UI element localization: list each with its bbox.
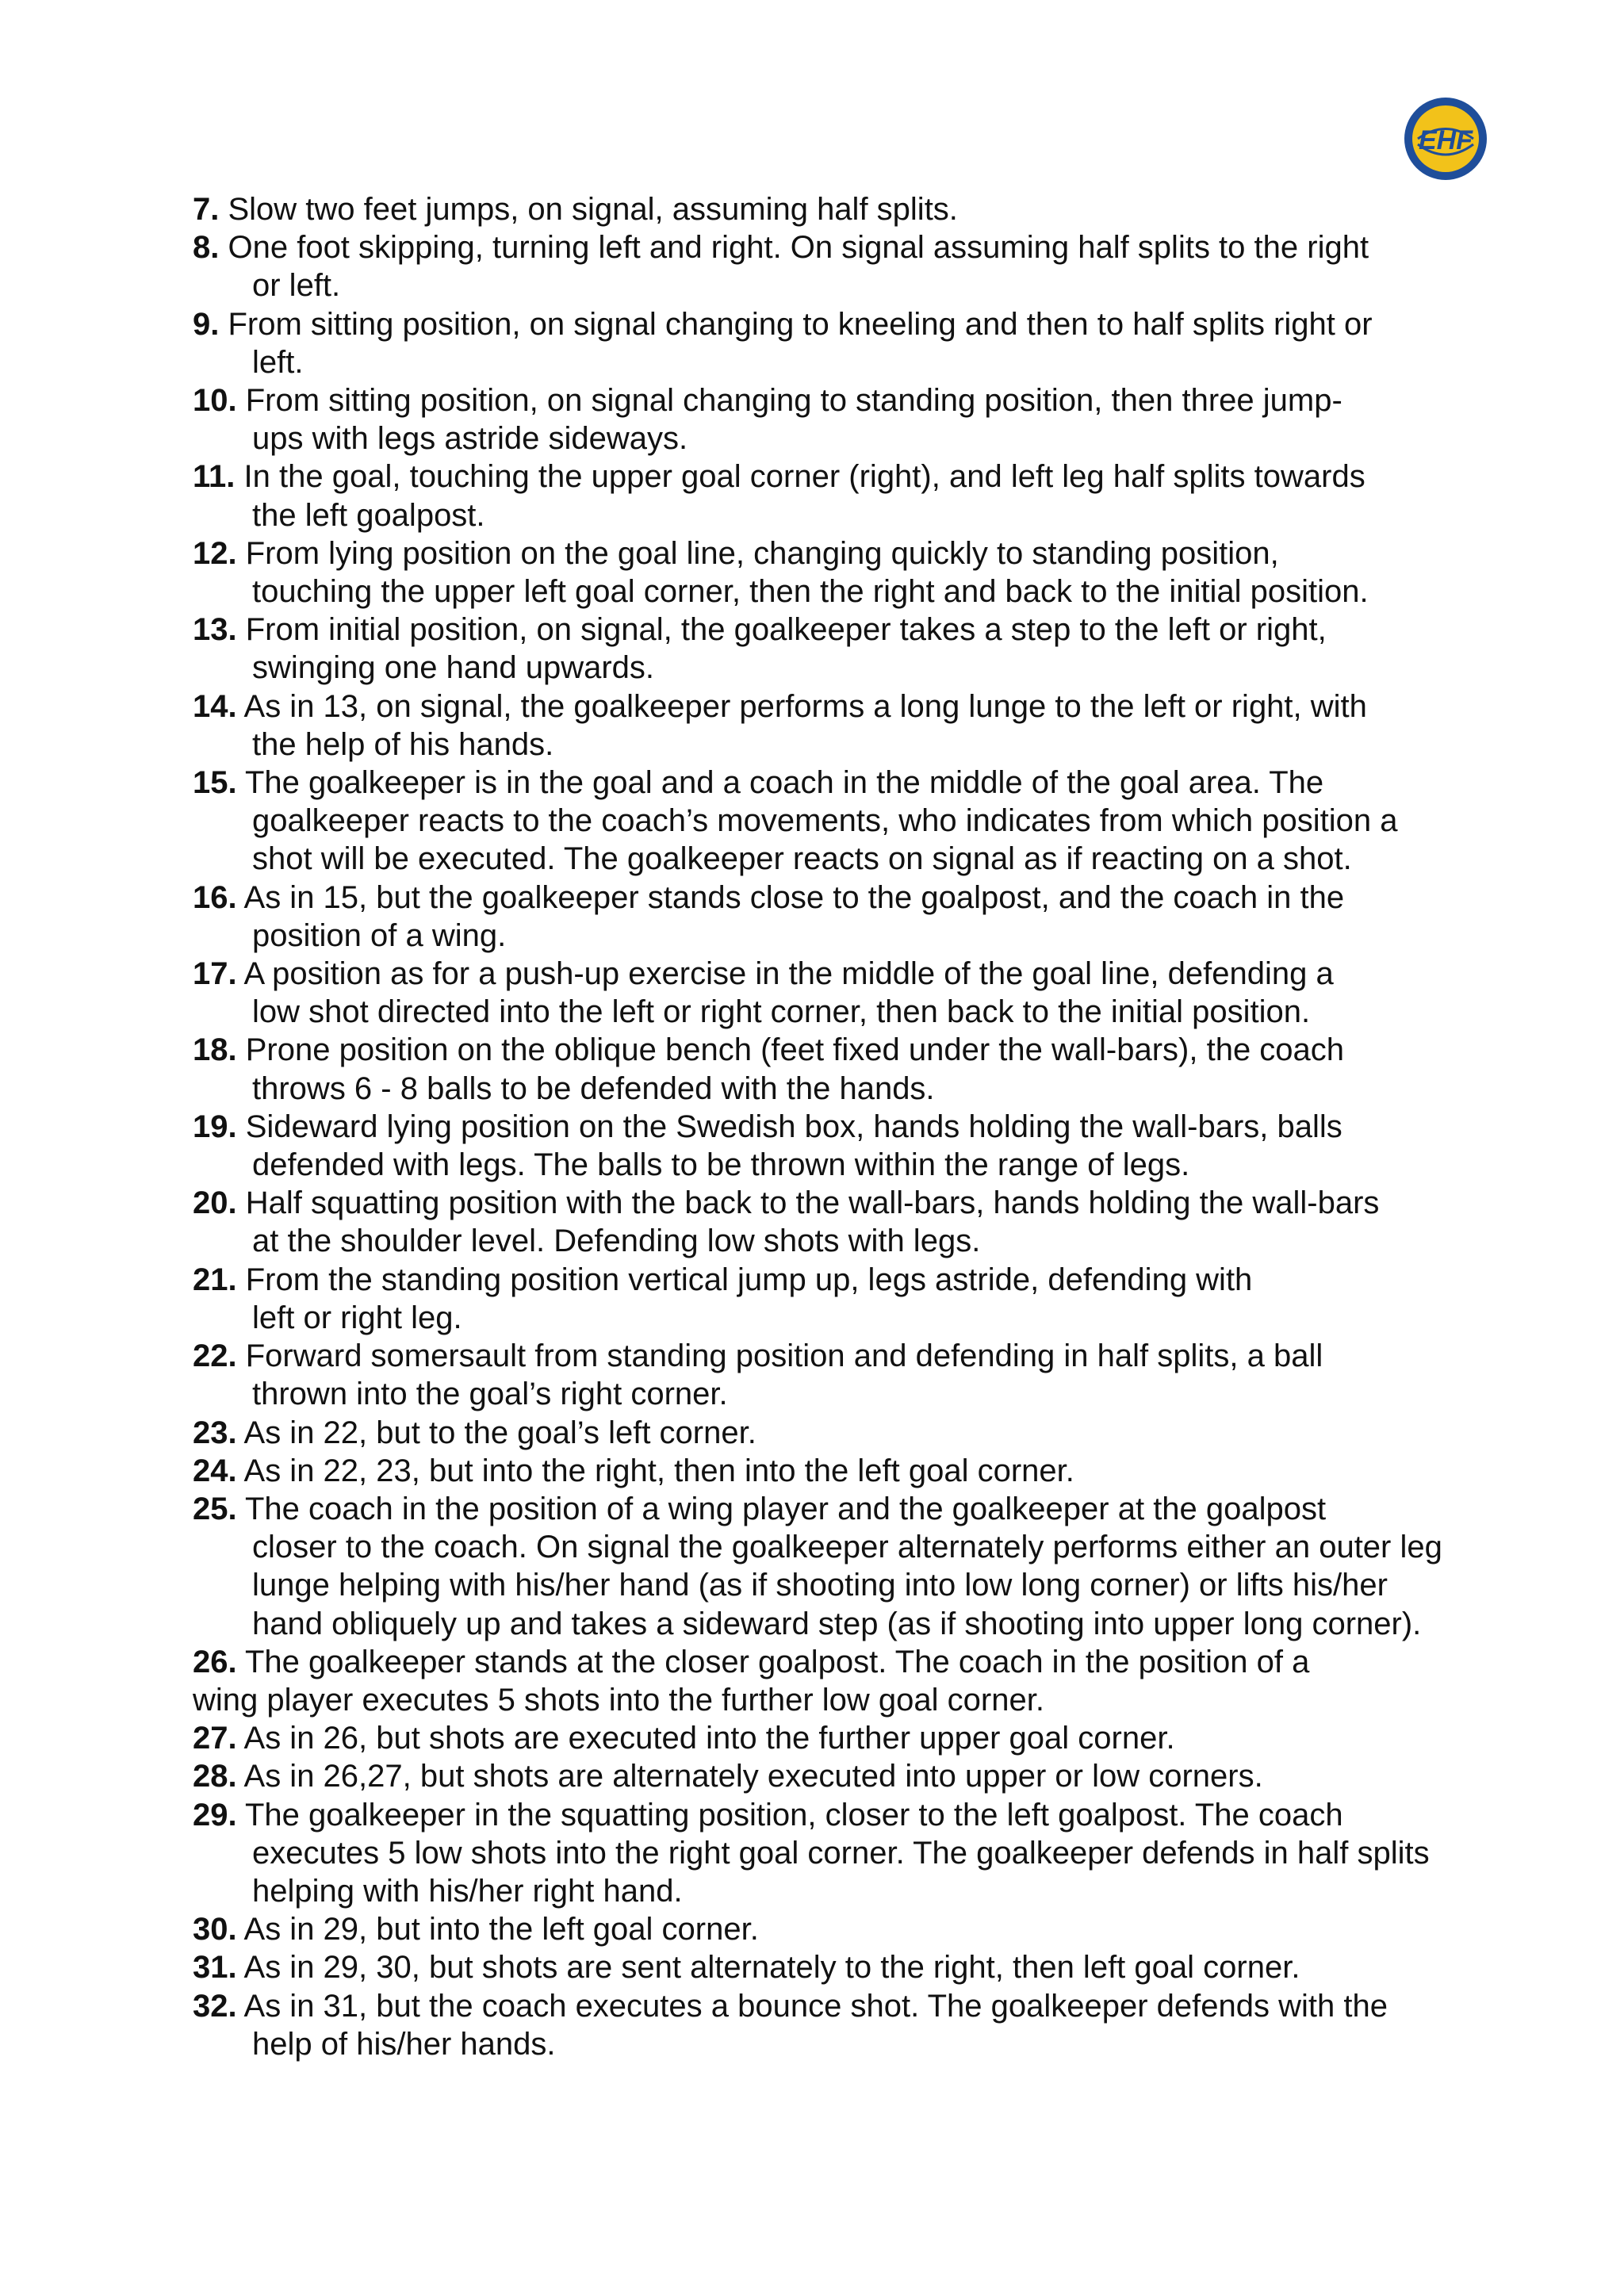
exercise-text: Prone position on the oblique bench (feet fixed under the wall-bars), the coach: [245, 1032, 1345, 1068]
exercise-continuation: ups with legs astride sideways.: [252, 421, 688, 457]
exercise-item: [193, 687, 1461, 764]
exercise-first-line: [193, 1987, 1461, 2025]
exercise-first-line: [193, 458, 1461, 496]
exercise-first-line: [193, 1337, 1461, 1375]
exercise-continuation: the left goalpost.: [252, 497, 485, 533]
exercise-item: [193, 228, 1461, 304]
exercise-text: The goalkeeper is in the goal and a coach in the middle of the goal area. The: [245, 765, 1324, 801]
exercise-continuation: left.: [252, 344, 304, 380]
exercise-text: As in 26, but shots are executed into the further upper goal corner.: [243, 1721, 1175, 1756]
exercise-first-line: [193, 1643, 1461, 1681]
exercise-text: As in 31, but the coach executes a bounce shot. The goalkeeper defends with the: [243, 1988, 1388, 2024]
exercise-number: 30.: [193, 1912, 237, 1947]
exercise-text: The goalkeeper in the squatting position, closer to the left goalpost. The coach: [245, 1797, 1343, 1833]
exercise-item: [193, 1031, 1461, 1107]
exercise-number: 11.: [193, 459, 236, 495]
exercise-first-line: [193, 381, 1461, 419]
exercise-number: 8.: [193, 230, 220, 266]
exercise-text: As in 15, but the goalkeeper stands close to the goalpost, and the coach in the: [243, 879, 1345, 915]
exercise-number: 13.: [193, 612, 237, 648]
exercise-first-line: [193, 1757, 1461, 1795]
exercise-item: [193, 1719, 1461, 1757]
exercise-text: As in 29, but into the left goal corner.: [243, 1912, 759, 1947]
exercise-first-line: [193, 1910, 1461, 1948]
exercise-item: [193, 534, 1461, 611]
exercise-text: As in 26,27, but shots are alternately executed into upper or low corners.: [243, 1759, 1263, 1794]
exercise-first-line: [193, 1490, 1461, 1528]
exercise-continuation: wing player executes 5 shots into the further low goal corner.: [193, 1682, 1044, 1718]
exercise-number: 15.: [193, 765, 237, 801]
svg-text:EHF: EHF: [1419, 125, 1473, 155]
exercise-number: 9.: [193, 306, 220, 342]
exercise-continuation: closer to the coach. On signal the goalkeeper alternately performs either an outer leg lunge helping with his/her hand (as if shooting into low long corner) or lifts his/her hand obliquely up and takes a sideward step (as if shooting into upper long corner).: [252, 1530, 1442, 1641]
ehf-logo-icon: [1402, 95, 1489, 182]
exercise-item: [193, 1796, 1461, 1911]
exercise-continuation: the help of his hands.: [252, 726, 554, 762]
exercise-number: 25.: [193, 1491, 237, 1526]
exercise-list: [193, 190, 1461, 2063]
exercise-continuation: at the shoulder level. Defending low shots with legs.: [252, 1224, 981, 1259]
exercise-number: 23.: [193, 1415, 237, 1450]
exercise-first-line: [193, 190, 1461, 228]
ehf-logo: [1402, 95, 1489, 182]
exercise-item: [193, 1643, 1461, 1719]
exercise-first-line: [193, 611, 1461, 649]
exercise-text: As in 29, 30, but shots are sent alternately to the right, then left goal corner.: [243, 1950, 1300, 1986]
exercise-number: 7.: [193, 192, 220, 227]
exercise-text: From lying position on the goal line, changing quickly to standing position,: [245, 535, 1279, 571]
exercise-number: 16.: [193, 879, 237, 915]
exercise-continuation: or left.: [252, 268, 341, 304]
exercise-number: 29.: [193, 1797, 237, 1833]
exercise-continuation: swinging one hand upwards.: [252, 650, 655, 686]
exercise-first-line: [193, 955, 1461, 993]
exercise-first-line: [193, 764, 1461, 802]
exercise-number: 21.: [193, 1262, 237, 1297]
exercise-text: A position as for a push-up exercise in the middle of the goal line, defending a: [243, 956, 1334, 992]
exercise-first-line: [193, 1031, 1461, 1069]
exercise-continuation: low shot directed into the left or right corner, then back to the initial position.: [252, 994, 1311, 1030]
exercise-first-line: [193, 687, 1461, 726]
exercise-text: As in 22, 23, but into the right, then into the left goal corner.: [243, 1453, 1074, 1488]
exercise-number: 12.: [193, 535, 237, 571]
exercise-first-line: [193, 305, 1461, 343]
exercise-item: [193, 1987, 1461, 2063]
exercise-first-line: [193, 1452, 1461, 1490]
exercise-continuation: thrown into the goal’s right corner.: [252, 1377, 728, 1412]
exercise-first-line: [193, 534, 1461, 573]
exercise-text: As in 13, on signal, the goalkeeper performs a long lunge to the left or right, with: [243, 688, 1367, 724]
exercise-item: [193, 305, 1461, 381]
exercise-item: [193, 381, 1461, 458]
exercise-text: One foot skipping, turning left and right. On signal assuming half splits to the right: [228, 230, 1369, 266]
exercise-first-line: [193, 1184, 1461, 1222]
exercise-continuation: throws 6 - 8 balls to be defended with the hands.: [252, 1070, 935, 1106]
exercise-number: 32.: [193, 1988, 237, 2024]
exercise-text: From the standing position vertical jump up, legs astride, defending with: [245, 1262, 1253, 1297]
exercise-first-line: [193, 1261, 1461, 1299]
exercise-text: As in 22, but to the goal’s left corner.: [243, 1415, 756, 1450]
exercise-number: 14.: [193, 688, 237, 724]
exercise-item: [193, 611, 1461, 687]
exercise-text: Slow two feet jumps, on signal, assuming half splits.: [228, 192, 958, 227]
exercise-text: From sitting position, on signal changing to kneeling and then to half splits right or: [228, 306, 1373, 342]
exercise-item: [193, 1414, 1461, 1452]
exercise-text: The goalkeeper stands at the closer goalpost. The coach in the position of a: [245, 1644, 1310, 1679]
exercise-number: 10.: [193, 383, 237, 419]
exercise-first-line: [193, 1108, 1461, 1146]
exercise-item: [193, 879, 1461, 955]
exercise-first-line: [193, 1719, 1461, 1757]
exercise-text: Half squatting position with the back to the wall-bars, hands holding the wall-bars: [245, 1185, 1380, 1221]
exercise-continuation: defended with legs. The balls to be thrown within the range of legs.: [252, 1147, 1190, 1183]
exercise-first-line: [193, 1414, 1461, 1452]
exercise-text: The coach in the position of a wing player and the goalkeeper at the goalpost: [245, 1491, 1327, 1526]
exercise-item: [193, 458, 1461, 534]
exercise-item: [193, 1108, 1461, 1184]
exercise-continuation: help of his/her hands.: [252, 2026, 556, 2062]
exercise-text: Forward somersault from standing position and defending in half splits, a ball: [245, 1338, 1323, 1374]
exercise-number: 17.: [193, 956, 237, 992]
exercise-text: From sitting position, on signal changing to standing position, then three jump-: [245, 383, 1342, 419]
exercise-item: [193, 1337, 1461, 1413]
exercise-item: [193, 1184, 1461, 1260]
exercise-continuation: left or right leg.: [252, 1300, 462, 1335]
exercise-number: 24.: [193, 1453, 237, 1488]
exercise-item: [193, 1261, 1461, 1337]
exercise-item: [193, 1757, 1461, 1795]
exercise-item: [193, 1948, 1461, 1986]
exercise-text: From initial position, on signal, the goalkeeper takes a step to the left or right,: [245, 612, 1327, 648]
exercise-number: 18.: [193, 1032, 237, 1068]
exercise-item: [193, 955, 1461, 1031]
exercise-item: [193, 1910, 1461, 1948]
exercise-number: 26.: [193, 1644, 237, 1679]
exercise-item: [193, 1490, 1461, 1643]
exercise-continuation: goalkeeper reacts to the coach’s movements, who indicates from which position a shot will be executed. The goalkeeper reacts on signal as if reacting on a shot.: [252, 803, 1398, 877]
exercise-number: 22.: [193, 1338, 237, 1374]
exercise-continuation: executes 5 low shots into the right goal corner. The goalkeeper defends in half splits helping with his/her right hand.: [252, 1835, 1430, 1909]
exercise-number: 28.: [193, 1759, 237, 1794]
exercise-first-line: [193, 228, 1461, 266]
exercise-number: 31.: [193, 1950, 237, 1986]
exercise-first-line: [193, 879, 1461, 917]
exercise-first-line: [193, 1796, 1461, 1834]
exercise-item: [193, 190, 1461, 228]
exercise-item: [193, 1452, 1461, 1490]
exercise-text: In the goal, touching the upper goal corner (right), and left leg half splits towards: [243, 459, 1365, 495]
exercise-first-line: [193, 1948, 1461, 1986]
exercise-number: 20.: [193, 1185, 237, 1221]
exercise-item: [193, 764, 1461, 879]
exercise-number: 19.: [193, 1109, 237, 1144]
exercise-continuation: touching the upper left goal corner, then the right and back to the initial position.: [252, 574, 1369, 610]
exercise-number: 27.: [193, 1721, 237, 1756]
exercise-continuation: position of a wing.: [252, 917, 507, 953]
exercise-text: Sideward lying position on the Swedish box, hands holding the wall-bars, balls: [245, 1109, 1342, 1144]
